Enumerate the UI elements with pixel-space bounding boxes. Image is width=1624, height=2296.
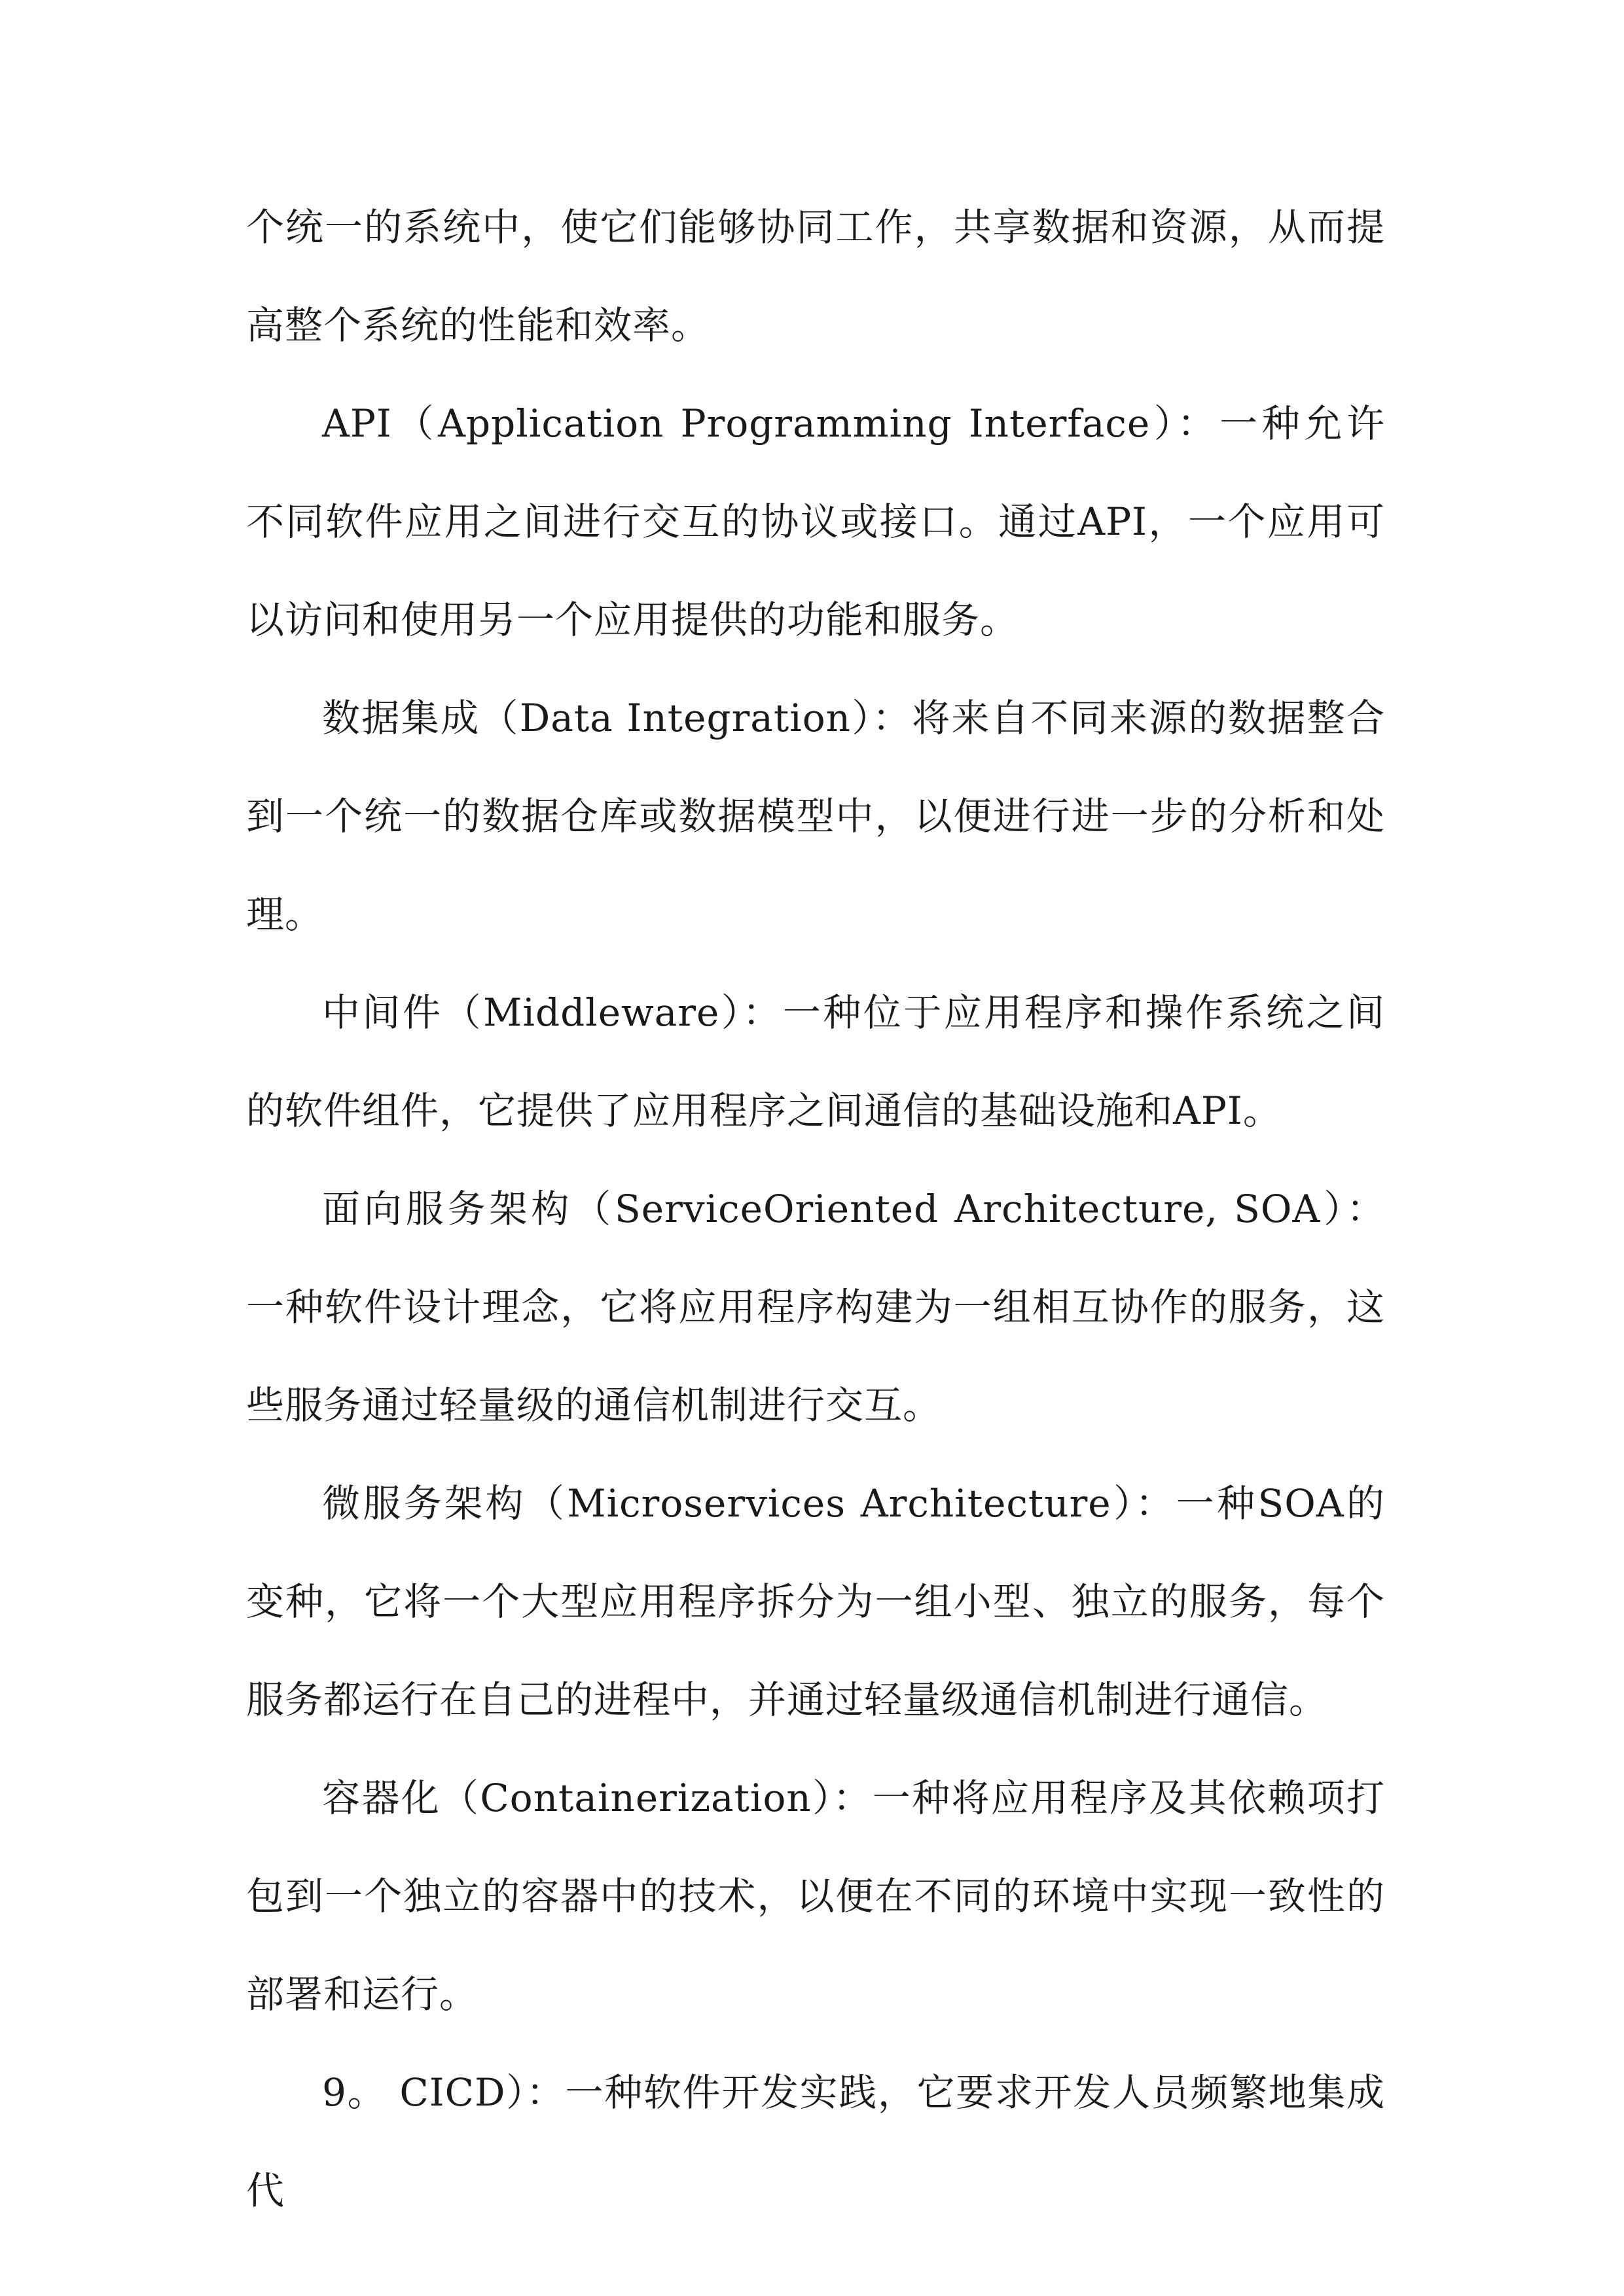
- paragraph-microservices: 微服务架构（Microservices Architecture）：一种SOA的变种，它将一个大型应用程序拆分为一组小型、独立的服务，每个服务都运行在自己的进程中，并通过轻量级通信机制进行通信。: [246, 1481, 1385, 1722]
- paragraph-soa: 面向服务架构（ServiceOriented Architecture, SOA）：一种软件设计理念，它将应用程序构建为一组相互协作的服务，这些服务通过轻量级的通信机制进行交互。: [246, 1187, 1385, 1427]
- body-text: [246, 178, 1385, 2240]
- paragraph-continuation: 个统一的系统中，使它们能够协同工作，共享数据和资源，从而提高整个系统的性能和效率。: [246, 205, 1385, 348]
- paragraph-data-integration: 数据集成（Data Integration）：将来自不同来源的数据整合到一个统一的数据仓库或数据模型中，以便进行进一步的分析和处理。: [246, 696, 1385, 937]
- paragraph-api: API（Application Programming Interface）：一种允许不同软件应用之间进行交互的协议或接口。通过API，一个应用可以访问和使用另一个应用提供的功能和服务。: [246, 401, 1385, 642]
- paragraph-middleware: 中间件（Middleware）：一种位于应用程序和操作系统之间的软件组件，它提供了应用程序之间通信的基础设施和API。: [246, 990, 1385, 1133]
- paragraph-containerization: 容器化（Containerization）：一种将应用程序及其依赖项打包到一个独立的容器中的技术，以便在不同的环境中实现一致性的部署和运行。: [246, 1776, 1385, 2017]
- paragraph-cicd: 9。 CICD）：一种软件开发实践，它要求开发人员频繁地集成代: [246, 2070, 1385, 2213]
